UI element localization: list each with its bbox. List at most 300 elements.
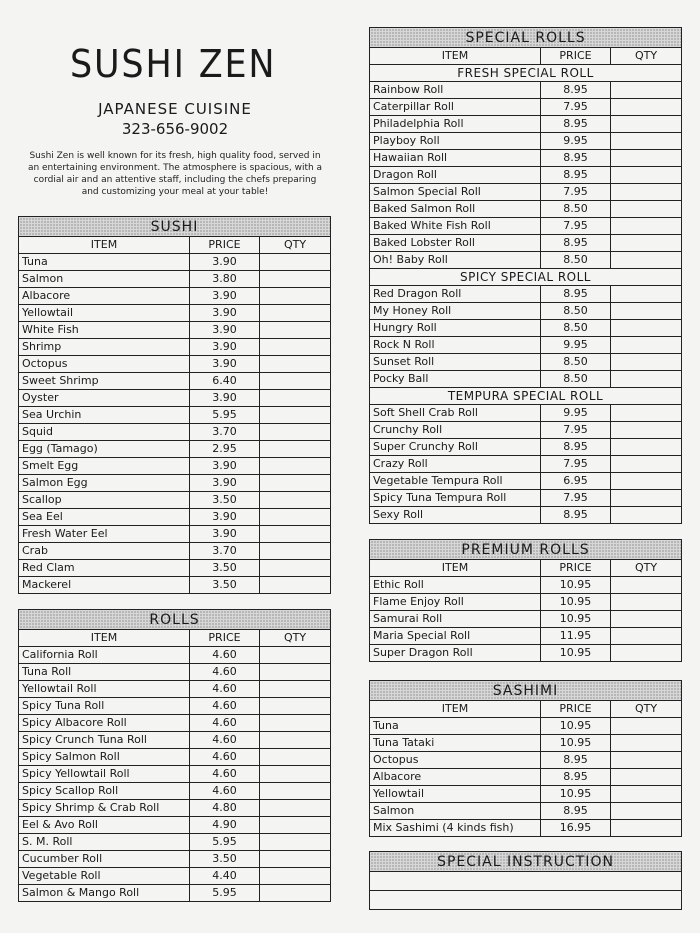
section-title: SASHIMI xyxy=(370,681,682,701)
item-price: 3.50 xyxy=(190,492,260,509)
qty-field[interactable] xyxy=(611,803,682,820)
menu-item-row xyxy=(370,184,682,201)
item-name: Spicy Yellowtail Roll xyxy=(19,766,190,783)
menu-item-row xyxy=(370,786,682,803)
qty-column-header: QTY xyxy=(611,701,682,718)
qty-field[interactable] xyxy=(611,507,682,524)
qty-field[interactable] xyxy=(260,492,331,509)
item-name: Spicy Salmon Roll xyxy=(19,749,190,766)
menu-item-row xyxy=(370,803,682,820)
item-name: Sunset Roll xyxy=(370,354,541,371)
qty-field[interactable] xyxy=(611,611,682,628)
menu-item-row xyxy=(19,271,331,288)
item-column-header: ITEM xyxy=(370,48,541,65)
item-price: 9.95 xyxy=(541,405,611,422)
item-name: Sweet Shrimp xyxy=(19,373,190,390)
menu-item-row xyxy=(19,509,331,526)
menu-item-row xyxy=(370,218,682,235)
qty-column-header: QTY xyxy=(260,630,331,647)
section-header xyxy=(370,852,682,872)
qty-field[interactable] xyxy=(611,439,682,456)
item-name: Super Crunchy Roll xyxy=(370,439,541,456)
subsection-title: FRESH SPECIAL ROLL xyxy=(370,65,682,82)
subsection-title: SPICY SPECIAL ROLL xyxy=(370,269,682,286)
menu-item-row xyxy=(19,851,331,868)
item-name: Sea Eel xyxy=(19,509,190,526)
menu-item-row xyxy=(370,201,682,218)
menu-item-row xyxy=(19,475,331,492)
section-header xyxy=(370,681,682,701)
menu-item-row xyxy=(19,322,331,339)
item-price: 4.60 xyxy=(190,766,260,783)
qty-field[interactable] xyxy=(611,116,682,133)
menu-item-row xyxy=(19,339,331,356)
menu-item-row xyxy=(370,252,682,269)
menu-item-row xyxy=(19,441,331,458)
section-header xyxy=(19,610,331,630)
item-name: Salmon xyxy=(370,803,541,820)
item-name: Spicy Shrimp & Crab Roll xyxy=(19,800,190,817)
item-price: 11.95 xyxy=(541,628,611,645)
menu-item-row xyxy=(370,371,682,388)
menu-item-row xyxy=(19,698,331,715)
item-price: 3.50 xyxy=(190,560,260,577)
qty-field[interactable] xyxy=(611,490,682,507)
item-column-header: ITEM xyxy=(19,237,190,254)
qty-field[interactable] xyxy=(260,543,331,560)
item-price: 8.50 xyxy=(541,320,611,337)
price-column-header: PRICE xyxy=(541,701,611,718)
item-price: 3.90 xyxy=(190,288,260,305)
qty-field[interactable] xyxy=(260,577,331,594)
item-price: 4.60 xyxy=(190,647,260,664)
item-price: 3.80 xyxy=(190,271,260,288)
column-header-row xyxy=(370,560,682,577)
restaurant-description: Sushi Zen is well known for its fresh, high quality food, served in an entertaining environment. The atmosphere is spacious, with a cordial air and an attentive staff, including the chefs preparing and customizing your meal at your table! xyxy=(27,151,323,197)
restaurant-name: SUSHI ZEN xyxy=(69,42,277,86)
item-price: 3.90 xyxy=(190,339,260,356)
menu-item-row xyxy=(19,543,331,560)
menu-item-row xyxy=(19,458,331,475)
qty-field[interactable] xyxy=(260,647,331,664)
item-name: Crunchy Roll xyxy=(370,422,541,439)
qty-field[interactable] xyxy=(611,218,682,235)
item-price: 8.50 xyxy=(541,252,611,269)
column-header-row xyxy=(19,237,331,254)
item-name: Crazy Roll xyxy=(370,456,541,473)
item-price: 7.95 xyxy=(541,422,611,439)
item-name: Tuna Tataki xyxy=(370,735,541,752)
qty-field[interactable] xyxy=(260,681,331,698)
menu-item-row xyxy=(19,492,331,509)
item-price: 8.95 xyxy=(541,235,611,252)
item-price: 8.50 xyxy=(541,201,611,218)
menu-item-row xyxy=(370,337,682,354)
qty-field[interactable] xyxy=(611,786,682,803)
sushi-table xyxy=(18,216,331,594)
menu-item-row xyxy=(370,320,682,337)
qty-field[interactable] xyxy=(260,698,331,715)
item-name: Yellowtail xyxy=(19,305,190,322)
item-name: Vegetable Tempura Roll xyxy=(370,473,541,490)
item-price: 4.80 xyxy=(190,800,260,817)
qty-field[interactable] xyxy=(260,766,331,783)
qty-field[interactable] xyxy=(260,288,331,305)
menu-item-row xyxy=(19,834,331,851)
item-price: 8.95 xyxy=(541,286,611,303)
qty-field[interactable] xyxy=(260,339,331,356)
menu-item-row xyxy=(19,288,331,305)
item-price: 4.60 xyxy=(190,783,260,800)
item-name: Dragon Roll xyxy=(370,167,541,184)
qty-column-header: QTY xyxy=(260,237,331,254)
item-name: Flame Enjoy Roll xyxy=(370,594,541,611)
item-price: 4.60 xyxy=(190,715,260,732)
instruction-line[interactable] xyxy=(370,872,682,891)
subsection-header xyxy=(370,65,682,82)
item-price: 6.40 xyxy=(190,373,260,390)
qty-column-header: QTY xyxy=(611,48,682,65)
menu-item-row xyxy=(19,732,331,749)
item-name: Hawaiian Roll xyxy=(370,150,541,167)
qty-field[interactable] xyxy=(260,509,331,526)
qty-field[interactable] xyxy=(611,303,682,320)
qty-field[interactable] xyxy=(260,817,331,834)
item-name: Scallop xyxy=(19,492,190,509)
item-name: Red Clam xyxy=(19,560,190,577)
item-price: 4.60 xyxy=(190,681,260,698)
item-name: Samurai Roll xyxy=(370,611,541,628)
item-price: 4.40 xyxy=(190,868,260,885)
item-name: Baked Lobster Roll xyxy=(370,235,541,252)
item-name: Spicy Crunch Tuna Roll xyxy=(19,732,190,749)
item-price: 8.95 xyxy=(541,82,611,99)
menu-item-row xyxy=(19,407,331,424)
section-header xyxy=(19,217,331,237)
item-name: Baked Salmon Roll xyxy=(370,201,541,218)
item-price: 7.95 xyxy=(541,99,611,116)
qty-field[interactable] xyxy=(611,718,682,735)
item-name: Smelt Egg xyxy=(19,458,190,475)
item-name: Mix Sashimi (4 kinds fish) xyxy=(370,820,541,837)
instruction-line[interactable] xyxy=(370,891,682,910)
qty-field[interactable] xyxy=(611,371,682,388)
menu-item-row xyxy=(19,885,331,902)
item-name: Fresh Water Eel xyxy=(19,526,190,543)
item-price: 8.95 xyxy=(541,507,611,524)
item-price: 8.50 xyxy=(541,303,611,320)
item-price: 8.95 xyxy=(541,150,611,167)
item-name: Salmon Egg xyxy=(19,475,190,492)
menu-item-row xyxy=(370,473,682,490)
menu-item-row xyxy=(370,354,682,371)
item-name: Hungry Roll xyxy=(370,320,541,337)
item-price: 6.95 xyxy=(541,473,611,490)
qty-field[interactable] xyxy=(260,407,331,424)
item-price: 8.95 xyxy=(541,167,611,184)
qty-field[interactable] xyxy=(611,645,682,662)
qty-field[interactable] xyxy=(611,628,682,645)
item-name: Caterpillar Roll xyxy=(370,99,541,116)
item-price: 10.95 xyxy=(541,611,611,628)
item-price: 3.90 xyxy=(190,390,260,407)
qty-field[interactable] xyxy=(611,820,682,837)
item-price: 3.50 xyxy=(190,851,260,868)
menu-item-row xyxy=(19,356,331,373)
phone-number: 323-656-9002 xyxy=(121,120,229,138)
qty-field[interactable] xyxy=(260,851,331,868)
item-price: 10.95 xyxy=(541,645,611,662)
special-instruction-table xyxy=(369,851,682,910)
item-price: 7.95 xyxy=(541,490,611,507)
item-price: 3.70 xyxy=(190,543,260,560)
qty-field[interactable] xyxy=(611,337,682,354)
qty-field[interactable] xyxy=(260,783,331,800)
menu-item-row xyxy=(19,749,331,766)
price-column-header: PRICE xyxy=(190,630,260,647)
qty-field[interactable] xyxy=(260,441,331,458)
item-name: Eel & Avo Roll xyxy=(19,817,190,834)
price-column-header: PRICE xyxy=(190,237,260,254)
item-name: Tuna xyxy=(19,254,190,271)
instruction-cell[interactable] xyxy=(370,891,682,910)
section-header xyxy=(370,540,682,560)
menu-item-row xyxy=(370,439,682,456)
item-name: Ethic Roll xyxy=(370,577,541,594)
section-title: SPECIAL INSTRUCTION xyxy=(370,852,682,872)
qty-field[interactable] xyxy=(611,769,682,786)
item-name: Mackerel xyxy=(19,577,190,594)
item-price: 7.95 xyxy=(541,184,611,201)
qty-field[interactable] xyxy=(260,458,331,475)
qty-field[interactable] xyxy=(260,885,331,902)
item-name: Super Dragon Roll xyxy=(370,645,541,662)
qty-field[interactable] xyxy=(260,800,331,817)
qty-field[interactable] xyxy=(260,560,331,577)
premium-rolls-table xyxy=(369,539,682,662)
item-price: 2.95 xyxy=(190,441,260,458)
section-header xyxy=(370,28,682,48)
item-price: 4.90 xyxy=(190,817,260,834)
item-name: Oyster xyxy=(19,390,190,407)
qty-field[interactable] xyxy=(260,424,331,441)
menu-item-row xyxy=(370,405,682,422)
qty-field[interactable] xyxy=(260,664,331,681)
menu-item-row xyxy=(370,769,682,786)
column-header-row xyxy=(19,630,331,647)
subsection-header xyxy=(370,269,682,286)
menu-item-row xyxy=(19,254,331,271)
qty-field[interactable] xyxy=(611,320,682,337)
section-title: ROLLS xyxy=(19,610,331,630)
menu-item-row xyxy=(19,305,331,322)
qty-field[interactable] xyxy=(260,254,331,271)
qty-field[interactable] xyxy=(611,354,682,371)
qty-field[interactable] xyxy=(611,235,682,252)
item-price: 3.90 xyxy=(190,458,260,475)
qty-column-header: QTY xyxy=(611,560,682,577)
qty-field[interactable] xyxy=(611,577,682,594)
qty-field[interactable] xyxy=(611,405,682,422)
item-price: 8.95 xyxy=(541,803,611,820)
qty-field[interactable] xyxy=(260,526,331,543)
item-name: Red Dragon Roll xyxy=(370,286,541,303)
qty-field[interactable] xyxy=(260,271,331,288)
item-name: S. M. Roll xyxy=(19,834,190,851)
menu-item-row xyxy=(19,390,331,407)
qty-field[interactable] xyxy=(260,749,331,766)
item-price: 3.90 xyxy=(190,526,260,543)
menu-item-row xyxy=(370,150,682,167)
menu-item-row xyxy=(370,116,682,133)
item-price: 8.95 xyxy=(541,439,611,456)
qty-field[interactable] xyxy=(611,286,682,303)
item-name: California Roll xyxy=(19,647,190,664)
item-price: 3.90 xyxy=(190,475,260,492)
item-name: Tuna xyxy=(370,718,541,735)
menu-item-row xyxy=(370,133,682,150)
item-name: White Fish xyxy=(19,322,190,339)
item-price: 8.95 xyxy=(541,752,611,769)
column-header-row xyxy=(370,48,682,65)
item-price: 7.95 xyxy=(541,218,611,235)
item-name: Spicy Tuna Roll xyxy=(19,698,190,715)
menu-item-row xyxy=(19,817,331,834)
section-title: PREMIUM ROLLS xyxy=(370,540,682,560)
item-price: 10.95 xyxy=(541,718,611,735)
price-column-header: PRICE xyxy=(541,48,611,65)
menu-item-row xyxy=(370,82,682,99)
menu-item-row xyxy=(370,594,682,611)
qty-field[interactable] xyxy=(260,305,331,322)
menu-item-row xyxy=(370,752,682,769)
item-name: Salmon Special Roll xyxy=(370,184,541,201)
qty-field[interactable] xyxy=(260,834,331,851)
item-name: Albacore xyxy=(19,288,190,305)
item-name: Playboy Roll xyxy=(370,133,541,150)
item-price: 8.50 xyxy=(541,371,611,388)
qty-field[interactable] xyxy=(611,735,682,752)
item-name: Shrimp xyxy=(19,339,190,356)
qty-field[interactable] xyxy=(611,594,682,611)
item-name: Cucumber Roll xyxy=(19,851,190,868)
qty-field[interactable] xyxy=(611,201,682,218)
instruction-cell[interactable] xyxy=(370,872,682,891)
qty-field[interactable] xyxy=(611,99,682,116)
item-name: Philadelphia Roll xyxy=(370,116,541,133)
menu-item-row xyxy=(370,303,682,320)
qty-field[interactable] xyxy=(611,184,682,201)
qty-field[interactable] xyxy=(260,390,331,407)
price-column-header: PRICE xyxy=(541,560,611,577)
qty-field[interactable] xyxy=(260,868,331,885)
qty-field[interactable] xyxy=(611,167,682,184)
item-price: 3.90 xyxy=(190,356,260,373)
item-price: 10.95 xyxy=(541,594,611,611)
item-price: 10.95 xyxy=(541,577,611,594)
item-price: 3.90 xyxy=(190,509,260,526)
item-name: Vegetable Roll xyxy=(19,868,190,885)
item-name: Spicy Albacore Roll xyxy=(19,715,190,732)
qty-field[interactable] xyxy=(611,473,682,490)
menu-item-row xyxy=(19,766,331,783)
menu-item-row xyxy=(370,820,682,837)
menu-item-row xyxy=(370,422,682,439)
item-price: 7.95 xyxy=(541,456,611,473)
cuisine-subtitle: JAPANESE CUISINE xyxy=(98,100,252,118)
item-name: Spicy Scallop Roll xyxy=(19,783,190,800)
menu-item-row xyxy=(370,507,682,524)
item-name: Pocky Ball xyxy=(370,371,541,388)
item-price: 10.95 xyxy=(541,735,611,752)
qty-field[interactable] xyxy=(260,475,331,492)
menu-item-row xyxy=(19,577,331,594)
qty-field[interactable] xyxy=(611,82,682,99)
item-column-header: ITEM xyxy=(370,701,541,718)
item-name: Octopus xyxy=(19,356,190,373)
item-column-header: ITEM xyxy=(370,560,541,577)
rolls-table xyxy=(18,609,331,902)
menu-item-row xyxy=(19,783,331,800)
qty-field[interactable] xyxy=(611,422,682,439)
menu-item-row xyxy=(19,681,331,698)
item-price: 4.60 xyxy=(190,698,260,715)
menu-item-row xyxy=(19,526,331,543)
menu-item-row xyxy=(370,577,682,594)
subsection-title: TEMPURA SPECIAL ROLL xyxy=(370,388,682,405)
item-name: Tuna Roll xyxy=(19,664,190,681)
item-price: 3.70 xyxy=(190,424,260,441)
qty-field[interactable] xyxy=(260,373,331,390)
menu-item-row xyxy=(19,647,331,664)
qty-field[interactable] xyxy=(260,715,331,732)
item-price: 16.95 xyxy=(541,820,611,837)
qty-field[interactable] xyxy=(611,133,682,150)
sashimi-table xyxy=(369,680,682,837)
item-name: Maria Special Roll xyxy=(370,628,541,645)
item-name: Octopus xyxy=(370,752,541,769)
item-name: Yellowtail Roll xyxy=(19,681,190,698)
item-price: 3.90 xyxy=(190,305,260,322)
qty-field[interactable] xyxy=(260,322,331,339)
menu-item-row xyxy=(19,868,331,885)
special-rolls-table xyxy=(369,27,682,524)
item-price: 4.60 xyxy=(190,732,260,749)
item-name: My Honey Roll xyxy=(370,303,541,320)
item-name: Sexy Roll xyxy=(370,507,541,524)
qty-field[interactable] xyxy=(611,150,682,167)
qty-field[interactable] xyxy=(260,732,331,749)
section-title: SPECIAL ROLLS xyxy=(370,28,682,48)
item-name: Egg (Tamago) xyxy=(19,441,190,458)
item-name: Soft Shell Crab Roll xyxy=(370,405,541,422)
item-price: 4.60 xyxy=(190,749,260,766)
menu-item-row xyxy=(370,286,682,303)
item-name: Rock N Roll xyxy=(370,337,541,354)
qty-field[interactable] xyxy=(611,252,682,269)
qty-field[interactable] xyxy=(260,356,331,373)
item-price: 9.95 xyxy=(541,133,611,150)
menu-item-row xyxy=(19,715,331,732)
qty-field[interactable] xyxy=(611,752,682,769)
menu-item-row xyxy=(370,490,682,507)
item-name: Crab xyxy=(19,543,190,560)
qty-field[interactable] xyxy=(611,456,682,473)
item-name: Baked White Fish Roll xyxy=(370,218,541,235)
item-price: 3.90 xyxy=(190,322,260,339)
item-column-header: ITEM xyxy=(19,630,190,647)
menu-item-row xyxy=(370,167,682,184)
